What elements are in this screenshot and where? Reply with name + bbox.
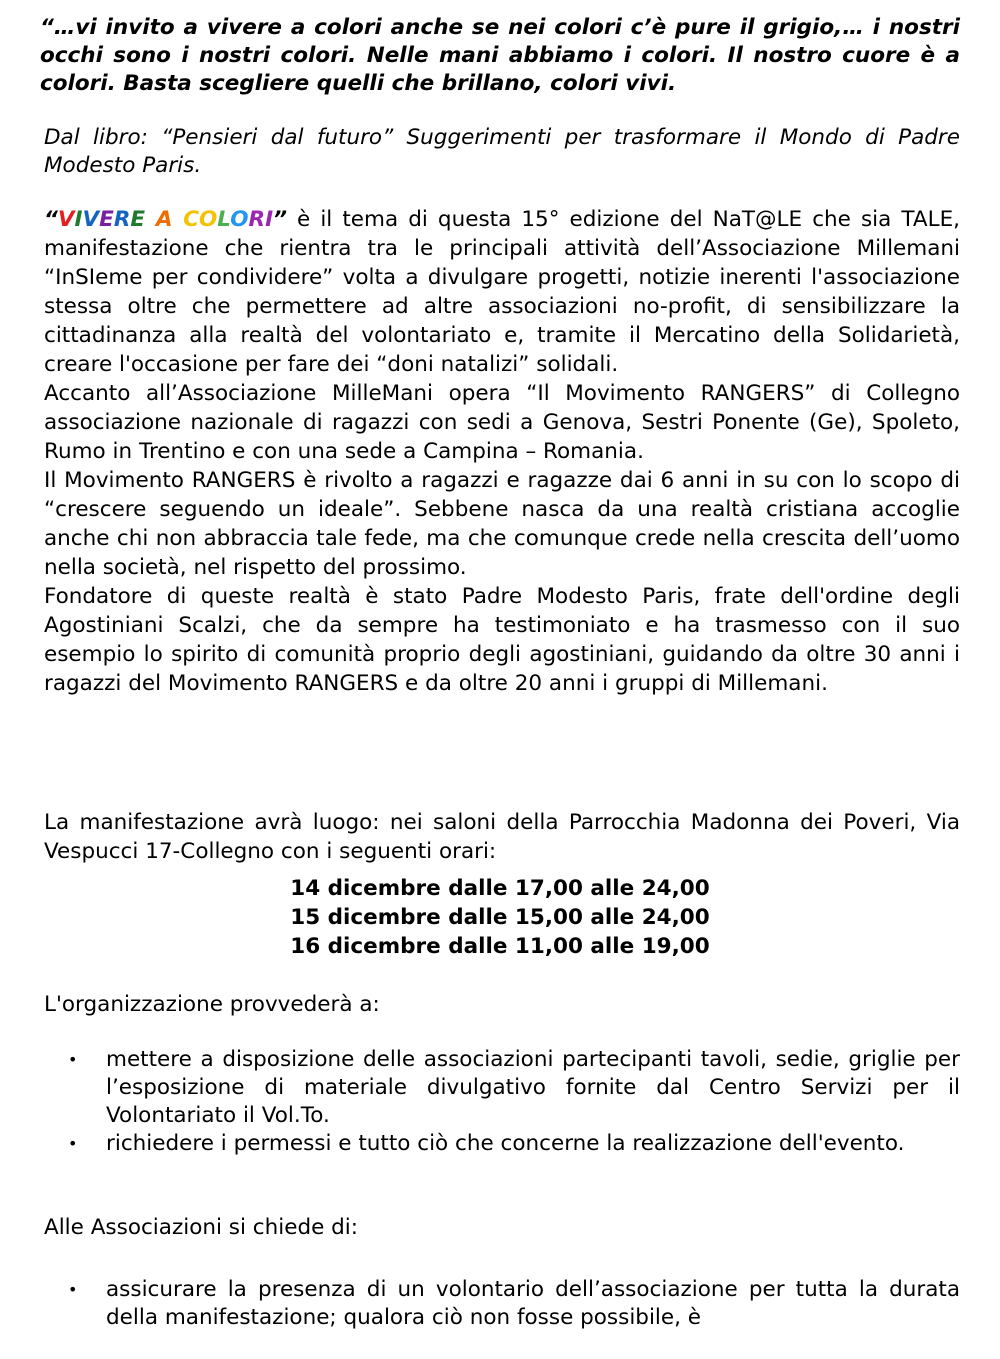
theme-paragraph bbox=[44, 205, 960, 379]
bullet-icon: • bbox=[68, 1134, 78, 1153]
theme-letter: R bbox=[113, 207, 131, 232]
theme-title bbox=[44, 207, 287, 232]
theme-letter: O bbox=[230, 207, 249, 232]
theme-letter: V bbox=[57, 207, 75, 232]
theme-description: è il tema di questa 15° edizione del NaT@LE che sia TALE, manifestazione che rientra tra le principali attività dell’Associazione Millemani “InSIeme per condividere” volta a divulgare progetti, notizie inerenti l'associazione stessa oltre che permettere ad altre associazioni no-profit, di sensibilizzare la cittadinanza alla realtà del volontariato e, tramite il Mercatino della Solidarietà, creare l'occasione per fare dei “doni natalizi” solidali. bbox=[44, 207, 960, 377]
theme-letter: I bbox=[74, 207, 83, 232]
theme-letter: E bbox=[130, 207, 146, 232]
theme-letter: R bbox=[248, 207, 266, 232]
theme-letter: V bbox=[82, 207, 100, 232]
list-item-text: richiedere i permessi e tutto ciò che concerne la realizzazione dell'evento. bbox=[106, 1131, 905, 1156]
list-item-text: mettere a disposizione delle associazioni partecipanti tavoli, sedie, griglie per l’esposizione di materiale divulgativo fornite dal Centro Servizi per il Volontariato il Vol.To. bbox=[106, 1047, 960, 1128]
list-item bbox=[44, 1046, 960, 1130]
organization-title: L'organizzazione provvederà a: bbox=[44, 992, 380, 1017]
rangers-paragraph: Accanto all’Associazione MilleMani opera “Il Movimento RANGERS” di Collegno associazione nazionale di ragazzi con sedi a Genova, Sestri Ponente (Ge), Spoleto, Rumo in Trentino e con una sede a Campina – Romania. bbox=[44, 381, 960, 464]
rangers-purpose-paragraph: Il Movimento RANGERS è rivolto a ragazzi e ragazze dai 6 anni in su con lo scopo di “crescere seguendo un ideale”. Sebbene nasca da una realtà cristiana accoglie anche chi non abbraccia tale fede, ma che comunque crede nella crescita dell’uomo nella società, nel rispetto del prossimo. bbox=[44, 468, 960, 580]
list-item bbox=[44, 1276, 960, 1332]
schedule-day: 15 dicembre dalle 15,00 alle 24,00 bbox=[290, 905, 710, 930]
theme-space bbox=[172, 207, 183, 232]
event-location: La manifestazione avrà luogo: nei saloni della Parrocchia Madonna dei Poveri, Via Vespucci 17-Collegno con i seguenti orari: bbox=[44, 810, 960, 864]
theme-letter: I bbox=[265, 207, 274, 232]
list-item bbox=[44, 1130, 960, 1158]
opening-quote: “…vi invito a vivere a colori anche se nei colori c’è pure il grigio,… i nostri occhi sono i nostri colori. Nelle mani abbiamo i colori. Il nostro cuore è a colori. Basta scegliere quelli che brillano, colori vivi. bbox=[40, 15, 960, 96]
associations-title: Alle Associazioni si chiede di: bbox=[44, 1215, 359, 1240]
schedule-day: 14 dicembre dalle 17,00 alle 24,00 bbox=[290, 876, 710, 901]
bullet-icon: • bbox=[68, 1280, 78, 1299]
theme-letter: A bbox=[155, 207, 173, 232]
theme-close-quote: ” bbox=[273, 207, 287, 232]
book-source: Dal libro: “Pensieri dal futuro” Suggerimenti per trasformare il Mondo di Padre Modesto Paris. bbox=[44, 125, 960, 178]
schedule bbox=[0, 874, 1000, 961]
list-item-text: assicurare la presenza di un volontario dell’associazione per tutta la durata della manifestazione; qualora ciò non fosse possibile, è bbox=[106, 1277, 960, 1330]
bullet-icon: • bbox=[68, 1050, 78, 1069]
schedule-day: 16 dicembre dalle 11,00 alle 19,00 bbox=[290, 934, 710, 959]
theme-space bbox=[145, 207, 156, 232]
theme-letter: O bbox=[199, 207, 218, 232]
organization-list bbox=[44, 1046, 960, 1158]
theme-letter: L bbox=[217, 207, 231, 232]
theme-open-quote: “ bbox=[44, 207, 58, 232]
founder-paragraph: Fondatore di queste realtà è stato Padre Modesto Paris, frate dell'ordine degli Agostiniani Scalzi, che da sempre ha testimoniato e ha trasmesso con il suo esempio lo spirito di comunità proprio degli agostiniani, guidando da oltre 30 anni i ragazzi del Movimento RANGERS e da oltre 20 anni i gruppi di Millemani. bbox=[44, 584, 960, 696]
associations-list bbox=[44, 1276, 960, 1332]
body-text bbox=[44, 205, 960, 698]
theme-letter: C bbox=[183, 207, 199, 232]
theme-letter: E bbox=[99, 207, 114, 232]
